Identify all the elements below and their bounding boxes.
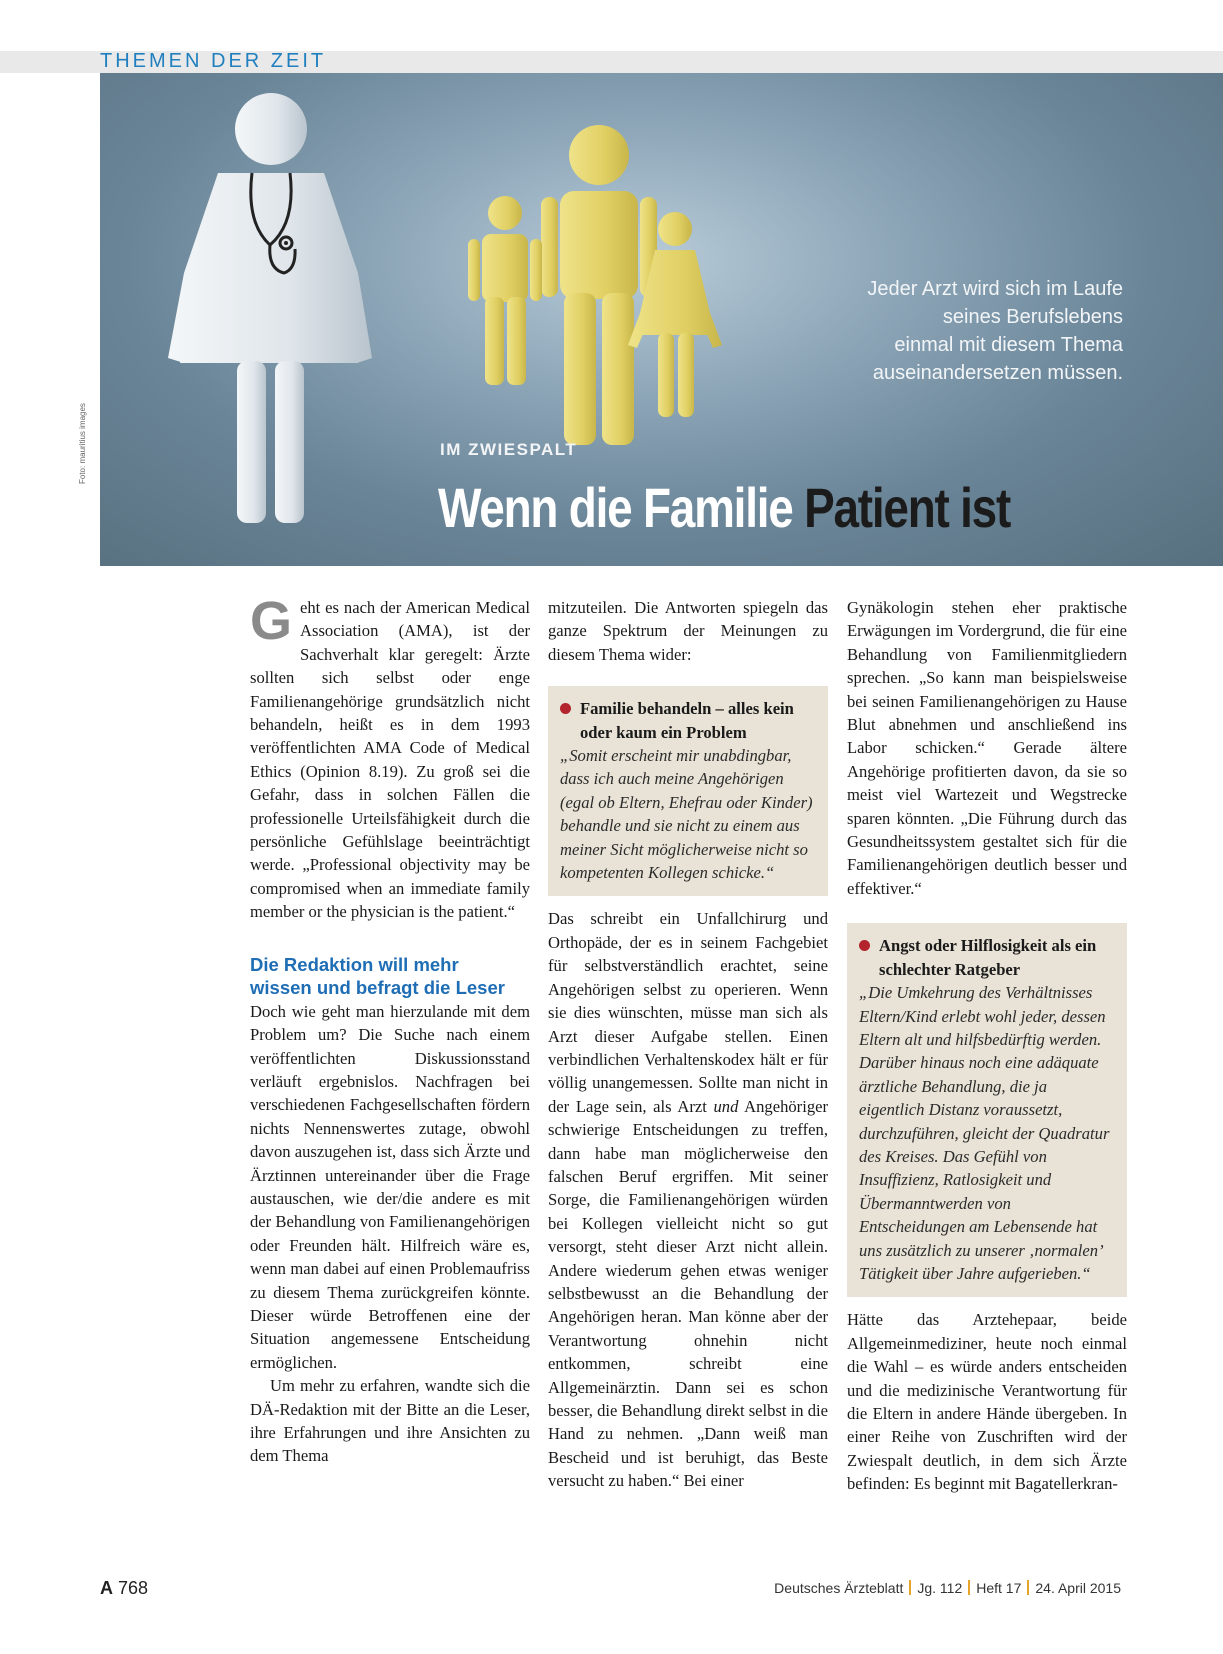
headline-part-light: Wenn die Familie <box>438 476 793 539</box>
bullet-dot-icon <box>859 940 870 951</box>
man-figure-icon <box>541 125 657 445</box>
body-paragraph: Um mehr zu erfahren, wandte sich die DÄ-Redaktion mit der Bitte an die Leser, ihre Erfahrungen und ihre Ansichten zu dem Thema <box>250 1376 530 1466</box>
drop-cap: G <box>250 591 293 651</box>
quote-box-title-text: Familie behandeln – alles kein oder kaum ein Problem <box>580 699 794 742</box>
teaser-line: auseinandersetzen müssen. <box>872 362 1123 384</box>
doctor-figure-icon <box>168 93 372 523</box>
text-column-2 <box>548 596 828 1493</box>
journal-footer <box>774 1580 1121 1596</box>
subheading-line: wissen und befragt die Leser <box>250 977 505 999</box>
quote-box-title <box>560 697 816 744</box>
section-label: THEMEN DER ZEIT <box>100 50 327 72</box>
quote-box-title <box>859 934 1115 981</box>
reader-quote-box <box>847 923 1127 1297</box>
quote-box-title-text: Angst oder Hilflosigkeit als ein schlechter Ratgeber <box>879 936 1097 979</box>
teaser-line: einmal mit diesem Thema <box>894 334 1123 356</box>
journal-date: 24. April 2015 <box>1035 1580 1121 1596</box>
teaser-line: seines Berufslebens <box>942 306 1123 328</box>
intro-paragraph <box>250 591 530 924</box>
text-column-3 <box>847 596 1127 1496</box>
body-paragraph: Gynäkologin stehen eher praktische Erwägungen im Vordergrund, die für eine Behandlung von Familienmitgliedern sprechen. „So kann man beispielsweise bei seinen Familienangehörigen zu Hause Blut abnehmen und anschließend ins Labor schicken.“ Gerade ältere Angehörige profitierten davon, da sie so meist viel Wartezeit und Wegstrecke sparen könnten. „Die Führung durch das Gesundheitssystem gestaltet sich für die Familienangehörigen deutlich besser und effektiver.“ <box>847 598 1127 898</box>
journal-issue: Heft 17 <box>976 1580 1022 1596</box>
page-number <box>100 1578 148 1599</box>
hero-teaser-quote <box>867 275 1123 387</box>
text-column-1 <box>250 591 530 1468</box>
reader-quote-box <box>548 686 828 896</box>
photo-credit: Foto: mauritius images <box>78 403 87 484</box>
body-paragraph: Doch wie geht man hierzulande mit dem Problem um? Die Suche nach einem veröffentlichten Diskussionsstand verläuft ergebnislos. Nachfragen bei verschiedenen Fachgesellschaften fördern nichts Nennenswertes zutage, obwohl davon auszugehen ist, dass sich Ärzte und Ärztinnen untereinander über die Frage austauschen, wie der/die andere es mit der Behandlung von Familienangehörigen oder Freunden hält. Hilfreich wäre es, wenn man dabei auf einen Problemaufriss zu diesem Thema zurückgreifen könnte. Dieser würde Betroffenen eine der Situation angemessene Entscheidung ermöglichen. <box>250 1001 530 1372</box>
bullet-dot-icon <box>560 703 571 714</box>
paragraph-text: eht es nach der American Medical Association (AMA), ist der Sachverhalt klar geregelt: Ärzte sollten sich selbst oder enge Familienangehörige grundsätzlich nicht behandeln, heißt es in dem 1993 veröffentlichten AMA Code of Medical Ethics (Opinion 8.19). Zu groß sei die Gefahr, dass in solchen Fällen die professionelle Urteilsfähigkeit durch die persönliche Gefühlslage beeinträchtigt werde. „Professional objectivity may be compromised when an immediate family member or the physician is the patient.“ <box>250 598 530 922</box>
article-headline <box>438 475 1010 541</box>
reader-quote: „Die Umkehrung des Verhältnisses Eltern/Kind erlebt wohl jeder, dessen Eltern alt und hilfsbedürftig werden. Darüber hinaus noch eine adäquate ärztliche Behandlung, die ja eigentlich Distanz voraussetzt, durchzuführen, gleicht der Quadratur des Kreises. Das Gefühl von Insuffizienz, Ratlosigkeit und Übermanntwerden von Entscheidungen am Lebensende hat uns zusätzlich zu unserer ‚normalen’ Tätigkeit über Jahre aufgerieben.“ <box>859 983 1110 1283</box>
boy-figure-icon <box>468 196 542 385</box>
paragraph-text: Angehöriger schwierige Entscheidungen zu treffen, dann habe man möglicherweise den falschen Beruf ergriffen. Mit seiner Sorge, die Familienangehörigen würden bei Kollegen vielleicht nicht so gut versorgt, steht dieser Arzt nicht allein. Andere wiederum gehen etwas weniger selbstbewusst an die Behandlung der Angehörigen heran. Man könne aber der Verantwortung ohnehin nicht entkommen, schreibt eine Allgemeinärztin. Dann sei es schon besser, die Behandlung direkt selbst in die Hand zu nehmen. „Dann weiß man Bescheid und ist beruhigt, das Beste versucht zu haben.“ Bei einer <box>548 1096 829 1491</box>
page-letter: A <box>100 1578 113 1598</box>
journal-volume: Jg. 112 <box>917 1580 963 1596</box>
subheading-line: Die Redaktion will mehr <box>250 953 459 975</box>
paragraph-text: Das schreibt ein Unfallchirurg und Orthopäde, der es in seinem Fachgebiet für selbstverständlich erachtet, seine Angehörigen selbst zu operieren. Wenn sie dies wünschten, müsse man sich als Arzt dieser Aufgabe stellen. Einen verbindlichen Verhaltenskodex hält er für völlig unangemessen. Sollte man nicht in der Lage sein, als Arzt <box>548 909 828 1116</box>
body-paragraph: mitzuteilen. Die Antworten spiegeln das ganze Spektrum der Meinungen zu diesem Thema wider: <box>548 598 828 664</box>
article-kicker: IM ZWIESPALT <box>440 440 578 459</box>
reader-quote: „Somit erscheint mir unabdingbar, dass ich auch meine Angehörigen (egal ob Eltern, Ehefrau oder Kinder) behandle und sie nicht zu einem aus meiner Sicht möglicherweise nicht so kompetenten Kollegen schicke.“ <box>560 746 813 883</box>
hero-image <box>100 73 1223 566</box>
page-number-value: 768 <box>118 1578 149 1598</box>
footer-separator <box>1027 1580 1029 1595</box>
body-paragraph: Hätte das Arztehepaar, beide Allgemeinmediziner, heute noch einmal die Wahl – es würde anders entscheiden und die medizinische Verantwortung für die Eltern in andere Hände übergeben. In einer Reihe von Zuschriften wird der Zwiespalt deutlich, in dem sich Ärzte befinden: Es beginnt mit Bagatellerkran- <box>847 1310 1127 1494</box>
journal-name: Deutsches Ärzteblatt <box>774 1580 904 1596</box>
subheading <box>250 953 530 1000</box>
footer-separator <box>909 1580 911 1595</box>
footer-separator <box>968 1580 970 1595</box>
emphasis-text: und <box>713 1096 739 1116</box>
body-paragraph <box>548 907 828 1492</box>
teaser-line: Jeder Arzt wird sich im Laufe <box>867 278 1123 300</box>
headline-part-dark: Patient ist <box>804 476 1011 539</box>
